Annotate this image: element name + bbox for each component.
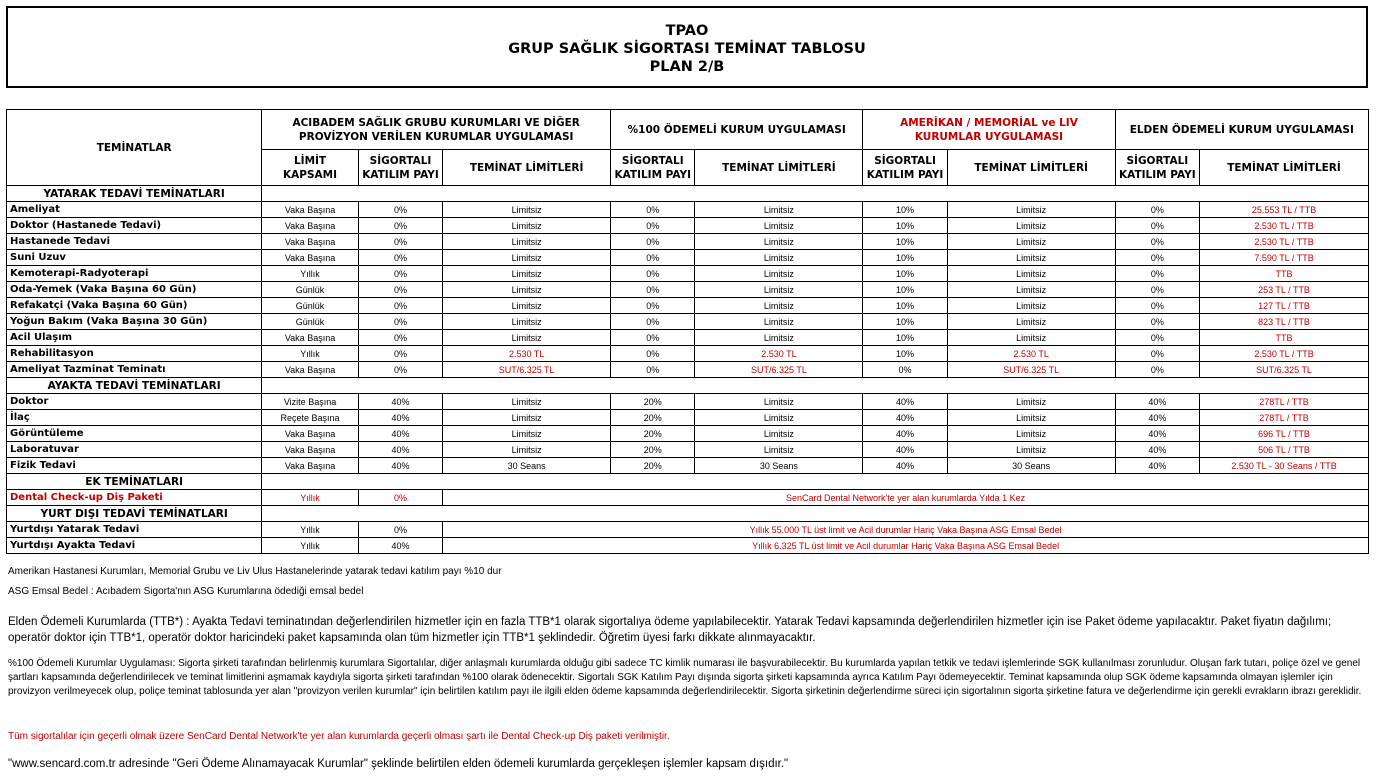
row-name: Görüntüleme — [7, 426, 262, 442]
row-name: Ameliyat — [7, 202, 262, 218]
note-sencard: "www.sencard.com.tr adresinde "Geri Ödeme Alınamayacak Kurumlar" şeklinde belirtilen elden ödemeli kurumlarda gerçekleşen işlemler kapsam dışıdır." — [8, 758, 789, 770]
cell-katilim: 40% — [1115, 426, 1199, 442]
cell-limit: Vizite Başına — [262, 394, 358, 410]
cell-katilim: 40% — [863, 442, 947, 458]
row-name: Suni Uzuv — [7, 250, 262, 266]
cell-katilim: 40% — [358, 410, 442, 426]
cell-limit-value: Limitsiz — [947, 234, 1115, 250]
cell-katilim: 10% — [863, 250, 947, 266]
note-asg: ASG Emsal Bedel : Acıbadem Sigorta'nın ASG Kurumlarına ödediği emsal bedel — [8, 586, 364, 597]
cell-limit-value: SUT/6.325 TL — [695, 362, 863, 378]
cell-limit-value: Limitsiz — [695, 330, 863, 346]
section-yatarak: YATARAK TEDAVİ TEMİNATLARI — [7, 186, 262, 202]
cell-limit-value: Limitsiz — [443, 426, 611, 442]
cell-katilim: 40% — [1115, 442, 1199, 458]
cell-limit-value: 506 TL / TTB — [1200, 442, 1369, 458]
header-group-100-odemeli: %100 ÖDEMELİ KURUM UYGULAMASI — [611, 110, 863, 150]
header-katilim-4: SİGORTALI KATILIM PAYI — [1115, 150, 1199, 186]
cell-katilim: 0% — [611, 218, 695, 234]
cell-limit: Vaka Başına — [262, 442, 358, 458]
cell-katilim: 20% — [611, 442, 695, 458]
cell-katilim: 0% — [611, 330, 695, 346]
table-row — [7, 266, 1369, 282]
cell-limit: Vaka Başına — [262, 202, 358, 218]
cell-katilim: 40% — [863, 426, 947, 442]
cell-katilim: 20% — [611, 426, 695, 442]
cell-katilim: 0% — [611, 282, 695, 298]
table-row — [7, 218, 1369, 234]
table-row — [7, 442, 1369, 458]
header-katilim-2: SİGORTALI KATILIM PAYI — [611, 150, 695, 186]
cell-limit-value: Limitsiz — [947, 218, 1115, 234]
cell-limit-value: TTB — [1200, 330, 1369, 346]
cell-limit-value: Limitsiz — [443, 330, 611, 346]
cell-katilim: 0% — [1115, 266, 1199, 282]
cell-limit-value: Limitsiz — [695, 250, 863, 266]
cell-limit-value: Limitsiz — [443, 234, 611, 250]
header-limit-kapsami: LİMİT KAPSAMI — [262, 150, 358, 186]
cell-limit-value: Limitsiz — [947, 330, 1115, 346]
cell-limit-value: Limitsiz — [443, 202, 611, 218]
cell-limit-value: Limitsiz — [443, 282, 611, 298]
cell-limit-value: Limitsiz — [443, 298, 611, 314]
cell-limit: Günlük — [262, 298, 358, 314]
cell-limit-value: Limitsiz — [443, 250, 611, 266]
table-row — [7, 314, 1369, 330]
cell-limit-value: 278TL / TTB — [1200, 410, 1369, 426]
table-row — [7, 250, 1369, 266]
cell-katilim: 40% — [358, 458, 442, 474]
cell-limit-value: TTB — [1200, 266, 1369, 282]
cell-katilim: 0% — [863, 362, 947, 378]
cell-katilim: 0% — [358, 218, 442, 234]
cell-katilim: 0% — [1115, 250, 1199, 266]
cell-katilim: 20% — [611, 458, 695, 474]
cell-katilim: 0% — [358, 298, 442, 314]
cell-katilim: 40% — [358, 426, 442, 442]
cell-katilim: 20% — [611, 410, 695, 426]
cell-limit-value: Limitsiz — [695, 266, 863, 282]
cell-limit-value: 253 TL / TTB — [1200, 282, 1369, 298]
table-row — [7, 330, 1369, 346]
cell-katilim: 0% — [358, 250, 442, 266]
cell-katilim: 40% — [1115, 458, 1199, 474]
document-title-box — [6, 6, 1368, 88]
cell-limit-value: SUT/6.325 TL — [947, 362, 1115, 378]
cell-limit: Yıllık — [262, 490, 358, 506]
row-name: Laboratuvar — [7, 442, 262, 458]
row-name: Refakatçi (Vaka Başına 60 Gün) — [7, 298, 262, 314]
header-teminat-limitleri-4: TEMİNAT LİMİTLERİ — [1200, 150, 1369, 186]
cell-katilim: 0% — [358, 282, 442, 298]
cell-limit-value: SUT/6.325 TL — [443, 362, 611, 378]
cell-limit-value: Limitsiz — [695, 314, 863, 330]
cell-limit: Yıllık — [262, 538, 358, 554]
cell-limit-value: 30 Seans — [443, 458, 611, 474]
table-row — [7, 362, 1369, 378]
header-teminat-limitleri-1: TEMİNAT LİMİTLERİ — [443, 150, 611, 186]
cell-katilim: 40% — [358, 442, 442, 458]
table-row — [7, 298, 1369, 314]
cell-katilim: 0% — [358, 522, 442, 538]
row-name: Kemoterapi-Radyoterapi — [7, 266, 262, 282]
cell-katilim: 10% — [863, 282, 947, 298]
table-row — [7, 426, 1369, 442]
cell-limit: Günlük — [262, 282, 358, 298]
cell-limit-value: Limitsiz — [947, 442, 1115, 458]
cell-katilim: 40% — [863, 394, 947, 410]
cell-katilim: 0% — [611, 266, 695, 282]
cell-limit-value: Limitsiz — [443, 218, 611, 234]
company-name: TPAO — [665, 23, 709, 39]
cell-limit-value: 278TL / TTB — [1200, 394, 1369, 410]
cell-katilim: 0% — [1115, 298, 1199, 314]
row-name: Doktor — [7, 394, 262, 410]
table-row — [7, 234, 1369, 250]
row-name: Yurtdışı Ayakta Tedavi — [7, 538, 262, 554]
cell-katilim: 40% — [1115, 394, 1199, 410]
cell-limit-value: Limitsiz — [695, 298, 863, 314]
cell-katilim: 10% — [863, 202, 947, 218]
row-name: Oda-Yemek (Vaka Başına 60 Gün) — [7, 282, 262, 298]
header-group-acibadem: ACIBADEM SAĞLIK GRUBU KURUMLARI VE DİĞER PROVİZYON VERİLEN KURUMLAR UYGULAMASI — [262, 110, 611, 150]
cell-limit-value: Limitsiz — [695, 442, 863, 458]
cell-limit-value: Limitsiz — [947, 266, 1115, 282]
cell-limit-value: Limitsiz — [443, 266, 611, 282]
cell-yurtdisi-text: Yıllık 6.325 TL üst limit ve Acil durumlar Hariç Vaka Başına ASG Emsal Bedel — [443, 538, 1369, 554]
cell-limit-value: Limitsiz — [947, 314, 1115, 330]
row-name: Ameliyat Tazminat Teminatı — [7, 362, 262, 378]
cell-katilim: 40% — [863, 458, 947, 474]
cell-limit-value: Limitsiz — [443, 394, 611, 410]
table-row — [7, 282, 1369, 298]
table-row — [7, 458, 1369, 474]
row-name: Yoğun Bakım (Vaka Başına 30 Gün) — [7, 314, 262, 330]
header-teminat-limitleri-2: TEMİNAT LİMİTLERİ — [695, 150, 863, 186]
cell-limit-value: Limitsiz — [947, 202, 1115, 218]
cell-limit-value: Limitsiz — [947, 426, 1115, 442]
header-katilim-1: SİGORTALI KATILIM PAYI — [358, 150, 442, 186]
note-100-odemeli: %100 Ödemeli Kurumlar Uygulaması: Sigorta şirketi tarafından belirlenmiş kurumlara Sigortalılar, diğer anlaşmalı kurumlarda olduğu gibi sadece TC kimlik numarası ile başvurabilecektir. Bu kurumlarda yapılan tetkik ve tedavi işlemlerinde SGK kullanılması zorunludur. Oluşan fark tutarı, poliçe özel ve genel şartları kapsamında değerlendirilecek ve teminat limitlerini aşmamak kaydıyla sigorta şirketi tarafından %100 olarak ödenecektir. Sigortalı SGK Katılım Payı dışında sigorta şirketi kapsamında ayrıca Katılım Payı ödemeyecektir. Teminat kapsamında olup SGK ödeme kapsamında olmayan işlemler için provizyon verilmeyecek olup, poliçe teminat tablosunda yer alan "provizyon verilen kurumlar" için belirtilen katılım payı ile ilgili elden ödeme kapsamında değerlendirilecektir. Sigorta şirketinin değerlendirme süreci için sigortalının sigorta şirketine fatura ve değerlendirme için gerekli evrakların ibrazı gereklidir. — [8, 658, 1362, 697]
cell-katilim: 0% — [611, 314, 695, 330]
row-name: Doktor (Hastanede Tedavi) — [7, 218, 262, 234]
document-title: GRUP SAĞLIK SİGORTASI TEMİNAT TABLOSU — [508, 41, 866, 57]
cell-limit-value: Limitsiz — [443, 442, 611, 458]
cell-limit: Vaka Başına — [262, 250, 358, 266]
cell-limit: Vaka Başına — [262, 458, 358, 474]
cell-katilim: 0% — [358, 346, 442, 362]
cell-limit-value: 823 TL / TTB — [1200, 314, 1369, 330]
cell-katilim: 0% — [611, 234, 695, 250]
cell-katilim: 0% — [358, 266, 442, 282]
cell-katilim: 10% — [863, 330, 947, 346]
cell-limit-value: Limitsiz — [947, 394, 1115, 410]
cell-katilim: 10% — [863, 314, 947, 330]
cell-katilim: 0% — [358, 490, 442, 506]
cell-dental-text: SenCard Dental Network'te yer alan kurumlarda Yılda 1 Kez — [443, 490, 1369, 506]
cell-limit-value: 2.530 TL / TTB — [1200, 234, 1369, 250]
cell-limit-value: 7.590 TL / TTB — [1200, 250, 1369, 266]
cell-katilim: 0% — [358, 202, 442, 218]
header-group-elden: ELDEN ÖDEMELİ KURUM UYGULAMASI — [1115, 110, 1368, 150]
cell-limit: Vaka Başına — [262, 234, 358, 250]
header-katilim-3: SİGORTALI KATILIM PAYI — [863, 150, 947, 186]
section-yurtdisi: YURT DIŞI TEDAVİ TEMİNATLARI — [7, 506, 262, 522]
cell-yurtdisi-text: Yıllık 55.000 TL üst limit ve Acil durumlar Hariç Vaka Başına ASG Emsal Bedel — [443, 522, 1369, 538]
row-name: İlaç — [7, 410, 262, 426]
cell-limit-value: Limitsiz — [443, 314, 611, 330]
cell-katilim: 40% — [358, 538, 442, 554]
cell-katilim: 0% — [1115, 202, 1199, 218]
cell-limit: Yıllık — [262, 346, 358, 362]
cell-katilim: 10% — [863, 346, 947, 362]
cell-limit-value: Limitsiz — [695, 282, 863, 298]
cell-katilim: 0% — [1115, 314, 1199, 330]
cell-katilim: 10% — [863, 234, 947, 250]
cell-limit-value: Limitsiz — [695, 202, 863, 218]
cell-limit-value: Limitsiz — [695, 218, 863, 234]
cell-katilim: 0% — [1115, 218, 1199, 234]
cell-limit-value: Limitsiz — [443, 410, 611, 426]
cell-katilim: 0% — [611, 202, 695, 218]
cell-limit-value: 127 TL / TTB — [1200, 298, 1369, 314]
cell-katilim: 0% — [611, 250, 695, 266]
cell-katilim: 10% — [863, 266, 947, 282]
cell-limit-value: Limitsiz — [947, 410, 1115, 426]
row-name: Yurtdışı Yatarak Tedavi — [7, 522, 262, 538]
cell-limit-value: 2.530 TL - 30 Seans / TTB — [1200, 458, 1369, 474]
header-teminatlar: TEMİNATLAR — [7, 110, 262, 186]
cell-limit-value: Limitsiz — [695, 234, 863, 250]
cell-katilim: 0% — [1115, 346, 1199, 362]
cell-limit-value: Limitsiz — [947, 250, 1115, 266]
cell-katilim: 0% — [358, 362, 442, 378]
cell-limit-value: 2.530 TL / TTB — [1200, 346, 1369, 362]
row-name: Rehabilitasyon — [7, 346, 262, 362]
cell-limit-value: Limitsiz — [695, 410, 863, 426]
cell-limit: Vaka Başına — [262, 426, 358, 442]
cell-limit-value: 2.530 TL — [947, 346, 1115, 362]
table-row — [7, 346, 1369, 362]
cell-limit: Vaka Başına — [262, 330, 358, 346]
table-row — [7, 394, 1369, 410]
row-name: Hastanede Tedavi — [7, 234, 262, 250]
row-name: Fizik Tedavi — [7, 458, 262, 474]
header-group-amerikan: AMERİKAN / MEMORİAL ve LIV KURUMLAR UYGULAMASI — [863, 110, 1115, 150]
cell-limit-value: 2.530 TL / TTB — [1200, 218, 1369, 234]
note-dental: Tüm sigortalılar için geçerli olmak üzere SenCard Dental Network'te yer alan kurumlarda geçerli olması şartı ile Dental Check-up Diş paketi verilmiştir. — [8, 731, 670, 742]
plan-name: PLAN 2/B — [649, 59, 725, 75]
cell-limit: Yıllık — [262, 522, 358, 538]
cell-limit-value: Limitsiz — [947, 282, 1115, 298]
cell-katilim: 0% — [611, 346, 695, 362]
cell-katilim: 0% — [358, 314, 442, 330]
cell-katilim: 40% — [358, 394, 442, 410]
cell-katilim: 0% — [358, 330, 442, 346]
cell-limit-value: Limitsiz — [695, 394, 863, 410]
cell-limit-value: 2.530 TL — [695, 346, 863, 362]
coverage-table — [6, 109, 1369, 554]
section-ayakta: AYAKTA TEDAVİ TEMİNATLARI — [7, 378, 262, 394]
cell-limit: Vaka Başına — [262, 362, 358, 378]
cell-limit-value: SUT/6.325 TL — [1200, 362, 1369, 378]
row-name: Acil Ulaşım — [7, 330, 262, 346]
cell-katilim: 40% — [1115, 410, 1199, 426]
cell-katilim: 40% — [863, 410, 947, 426]
note-amerikan: Amerikan Hastanesi Kurumları, Memorial Grubu ve Liv Ulus Hastanelerinde yatarak tedavi katılım payı %10 dur — [8, 566, 502, 577]
cell-limit-value: Limitsiz — [695, 426, 863, 442]
cell-limit: Yıllık — [262, 266, 358, 282]
cell-katilim: 0% — [611, 362, 695, 378]
header-teminat-limitleri-3: TEMİNAT LİMİTLERİ — [947, 150, 1115, 186]
table-row — [7, 410, 1369, 426]
row-name: Dental Check-up Diş Paketi — [7, 490, 262, 506]
cell-limit-value: 30 Seans — [695, 458, 863, 474]
cell-katilim: 0% — [1115, 362, 1199, 378]
cell-katilim: 0% — [1115, 282, 1199, 298]
section-ek: EK TEMİNATLARI — [7, 474, 262, 490]
cell-katilim: 0% — [1115, 330, 1199, 346]
cell-limit: Vaka Başına — [262, 218, 358, 234]
cell-katilim: 20% — [611, 394, 695, 410]
cell-limit-value: 696 TL / TTB — [1200, 426, 1369, 442]
cell-limit: Reçete Başına — [262, 410, 358, 426]
cell-limit-value: 25.553 TL / TTB — [1200, 202, 1369, 218]
note-elden: Elden Ödemeli Kurumlarda (TTB*) : Ayakta Tedavi teminatından değerlendirilen hizmetler için en fazla TTB*1 olarak sigortalıya ödeme yapılabilecektir. Yatarak Tedavi kapsamında değerlendirilen hizmetler için ise Paket ödeme yapılacaktır. Paket fiyatın dağılımı; operatör doktor için TTB*1, operatör doktor haricindeki paket kapsamında olan tüm hizmetler için TTB*1 şeklindedir. Öğretim üyesi farkı dikkate alınmayacaktır. — [8, 616, 1332, 644]
cell-katilim: 0% — [358, 234, 442, 250]
cell-katilim: 10% — [863, 298, 947, 314]
cell-limit-value: 2.530 TL — [443, 346, 611, 362]
table-row — [7, 202, 1369, 218]
cell-limit-value: Limitsiz — [947, 298, 1115, 314]
cell-limit-value: 30 Seans — [947, 458, 1115, 474]
cell-katilim: 0% — [611, 298, 695, 314]
cell-katilim: 10% — [863, 218, 947, 234]
cell-limit: Günlük — [262, 314, 358, 330]
cell-katilim: 0% — [1115, 234, 1199, 250]
